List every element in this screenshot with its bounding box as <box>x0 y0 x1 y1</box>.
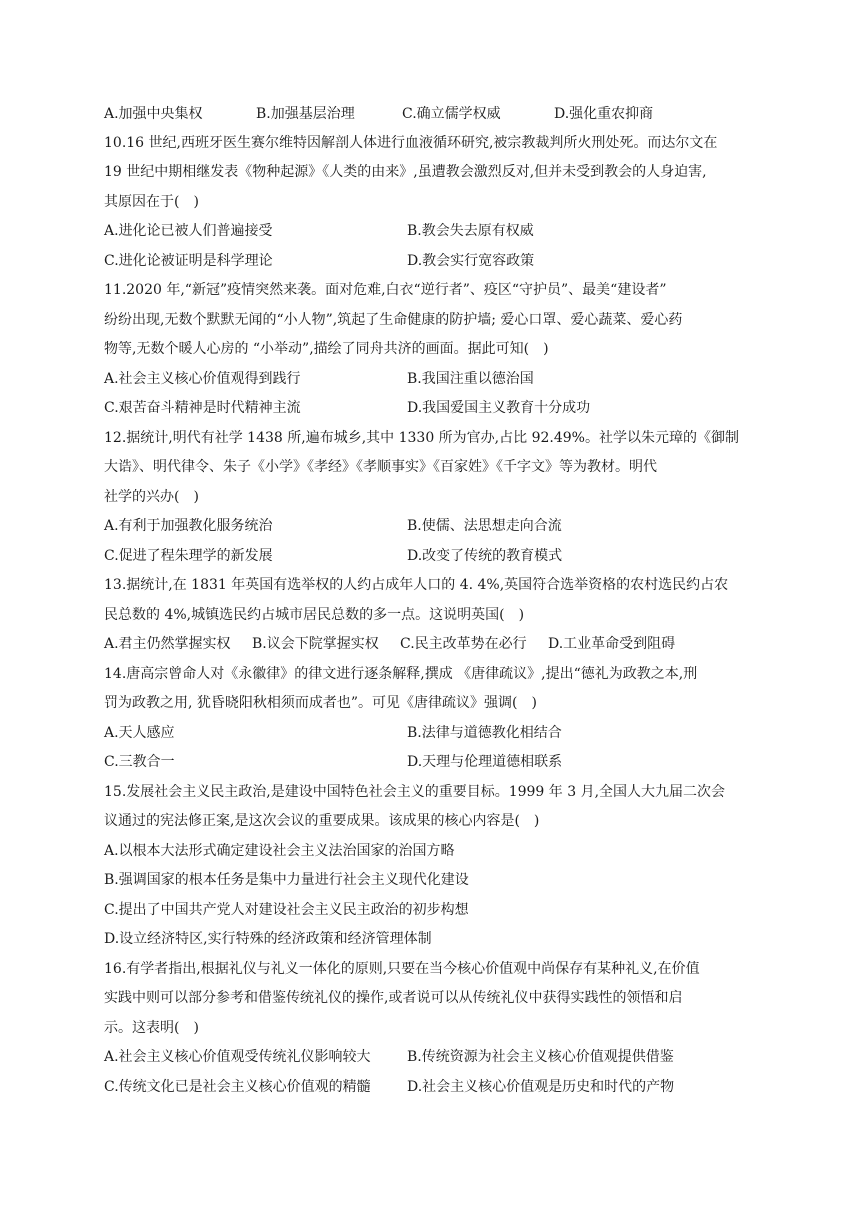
q15-stem-line-2: 议通过的宪法修正案,是这次会议的重要成果。该成果的核心内容是( ) <box>104 813 540 829</box>
q14-stem-line-1: 14.唐高宗曾命人对《永徽律》的律文进行逐条解释,撰成 《唐律疏议》,提出“德礼为政教之本,刑 <box>104 666 698 682</box>
q10-option-a: A.进化论已被人们普遍接受 <box>104 223 273 239</box>
q10-option-b: B.教会失去原有权威 <box>407 223 534 239</box>
q13-stem-line-1: 13.据统计,在 1831 年英国有选举权的人约占成年人口的 4. 4%,英国符合选举资格的农村选民约占农 <box>104 577 729 593</box>
q16-options-row-1 <box>104 1047 764 1067</box>
q9-option-b: B.加强基层治理 <box>256 106 355 122</box>
q16-stem-line-2: 实践中则可以部分参考和借鉴传统礼仪的操作,或者说可以从传统礼仪中获得实践性的领悟和启 <box>104 990 683 1006</box>
q12-option-d: D.改变了传统的教育模式 <box>407 548 563 564</box>
q16-option-a: A.社会主义核心价值观受传统礼仪影响较大 <box>104 1049 371 1065</box>
q12-option-a: A.有利于加强教化服务统治 <box>104 518 273 534</box>
q10-option-d: D.教会实行宽容政策 <box>407 253 535 269</box>
q15-option-c: C.提出了中国共产党人对建设社会主义民主政治的初步构想 <box>104 902 469 918</box>
q11-stem-line-2: 纷纷出现,无数个默默无闻的“小人物”,筑起了生命健康的防护墙; 爱心口罩、爱心蔬菜、爱心药 <box>104 312 683 328</box>
q11-option-d: D.我国爱国主义教育十分成功 <box>407 400 591 416</box>
q14-option-c: C.三教合一 <box>104 754 175 770</box>
q11-stem-line-3: 物等,无数个暖人心房的 “小举动”,描绘了同舟共济的画面。据此可知( ) <box>104 341 549 357</box>
q9-option-a: A.加强中央集权 <box>104 106 203 122</box>
q10-options-row-1 <box>104 221 764 241</box>
q16-stem-line-3: 示。这表明( ) <box>104 1020 199 1036</box>
q10-stem-line-2: 19 世纪中期相继发表《物种起源》《人类的由来》,虽遭教会激烈反对,但并未受到教会的人身迫害, <box>104 164 707 180</box>
q13-options-row <box>104 634 764 654</box>
q12-stem-line-2: 大诰》、明代律令、朱子《小学》《孝经》《孝顺事实》《百家姓》《千字文》等为教材。明代 <box>104 459 657 475</box>
q12-option-b: B.使儒、法思想走向合流 <box>407 518 562 534</box>
q13-option-d: D.工业革命受到阻碍 <box>548 636 676 652</box>
q11-option-b: B.我国注重以德治国 <box>407 371 534 387</box>
q12-options-row-2 <box>104 546 764 566</box>
q16-options-row-2 <box>104 1077 764 1097</box>
q13-option-c: C.民主改革势在必行 <box>400 636 527 652</box>
q11-option-c: C.艰苦奋斗精神是时代精神主流 <box>104 400 301 416</box>
q13-stem-line-2: 民总数的 4%,城镇选民约占城市居民总数的多一点。这说明英国( ) <box>104 607 525 623</box>
q10-stem-line-1: 10.16 世纪,西班牙医生赛尔维特因解剖人体进行血液循环研究,被宗教裁判所火刑处死。而达尔文在 <box>104 135 718 151</box>
q12-stem-line-3: 社学的兴办( ) <box>104 489 199 505</box>
q11-options-row-2 <box>104 398 764 418</box>
q12-option-c: C.促进了程朱理学的新发展 <box>104 548 273 564</box>
q11-stem-line-1: 11.2020 年,“新冠”疫情突然来袭。面对危难,白衣“逆行者”、疫区“守护员”、最美“建设者” <box>104 282 667 298</box>
q15-stem-line-1: 15.发展社会主义民主政治,是建设中国特色社会主义的重要目标。1999 年 3 月,全国人大九届二次会 <box>104 784 726 800</box>
q14-option-d: D.天理与伦理道德相联系 <box>407 754 563 770</box>
q12-options-row-1 <box>104 516 764 536</box>
q12-stem-line-1: 12.据统计,明代有社学 1438 所,遍布城乡,其中 1330 所为官办,占比 92.49%。社学以朱元璋的《御制 <box>104 430 739 446</box>
q9-option-d: D.强化重农抑商 <box>554 106 654 122</box>
q14-options-row-1 <box>104 723 764 743</box>
q10-stem-line-3: 其原因在于( ) <box>104 194 199 210</box>
q13-option-a: A.君主仍然掌握实权 <box>104 636 231 652</box>
q10-options-row-2 <box>104 251 764 271</box>
q9-options <box>104 104 764 124</box>
q11-options-row-1 <box>104 369 764 389</box>
q16-option-c: C.传统文化已是社会主义核心价值观的精髓 <box>104 1079 371 1095</box>
q11-option-a: A.社会主义核心价值观得到践行 <box>104 371 301 387</box>
q16-stem-line-1: 16.有学者指出,根据礼仪与礼义一体化的原则,只要在当今核心价值观中尚保存有某种礼义,在价值 <box>104 961 700 977</box>
q14-options-row-2 <box>104 752 764 772</box>
q14-stem-line-2: 罚为政教之用, 犹昏晓阳秋相须而成者也”。可见《唐律疏议》强调( ) <box>104 695 537 711</box>
q14-option-a: A.天人感应 <box>104 725 175 741</box>
q14-option-b: B.法律与道德教化相结合 <box>407 725 562 741</box>
q9-option-c: C.确立儒学权威 <box>402 106 501 122</box>
q10-option-c: C.进化论被证明是科学理论 <box>104 253 273 269</box>
q15-option-d: D.设立经济特区,实行特殊的经济政策和经济管理体制 <box>104 931 432 947</box>
q16-option-b: B.传统资源为社会主义核心价值观提供借鉴 <box>407 1049 674 1065</box>
q13-option-b: B.议会下院掌握实权 <box>252 636 379 652</box>
q16-option-d: D.社会主义核心价值观是历史和时代的产物 <box>407 1079 675 1095</box>
q15-option-a: A.以根本大法形式确定建设社会主义法治国家的治国方略 <box>104 843 455 859</box>
q15-option-b: B.强调国家的根本任务是集中力量进行社会主义现代化建设 <box>104 872 469 888</box>
